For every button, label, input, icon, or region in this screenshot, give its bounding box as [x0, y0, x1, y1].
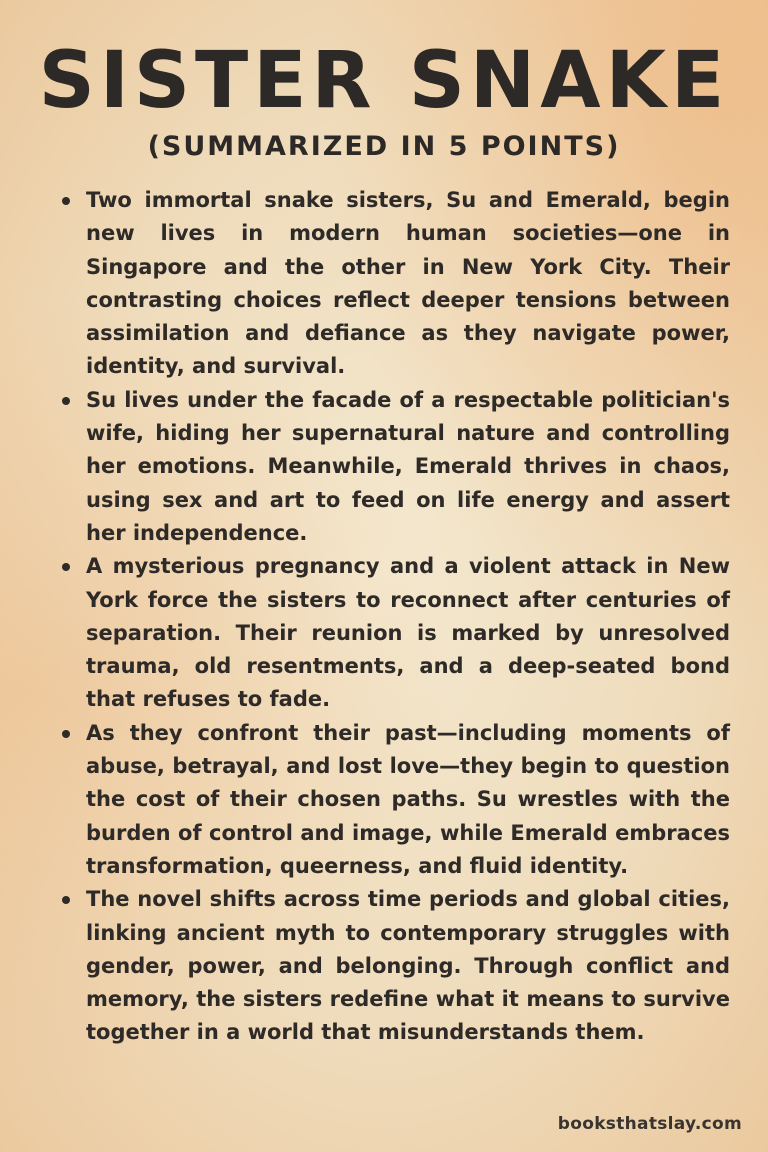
summary-point-5	[56, 883, 730, 1049]
summary-point-text: Su lives under the facade of a respectable politician's wife, hiding her supernatural nature and controlling her emotions. Meanwhile, Emerald thrives in chaos, using sex and art to feed on life energy and assert her independence.	[86, 387, 730, 545]
summary-point-text: As they confront their past—including moments of abuse, betrayal, and lost love—they begin to question the cost of their chosen paths. Su wrestles with the burden of control and image, while Emerald embraces transformation, queerness, and fluid identity.	[86, 720, 730, 878]
bullet-icon	[62, 197, 70, 205]
summary-point-text: A mysterious pregnancy and a violent attack in New York force the sisters to reconnect after centuries of separation. Their reunion is marked by unresolved trauma, old resentments, and a deep-seated bond that refuses to fade.	[86, 554, 730, 712]
bullet-icon	[62, 397, 70, 405]
bullet-icon	[62, 896, 70, 904]
summary-points-list	[56, 184, 730, 1050]
summary-point-1	[56, 184, 730, 384]
summary-point-text: The novel shifts across time periods and global cities, linking ancient myth to contemporary struggles with gender, power, and belonging. Through conflict and memory, the sisters redefine what it means to survive together in a world that misunderstands them.	[86, 887, 730, 1045]
summary-point-2	[56, 384, 730, 550]
summary-point-4	[56, 717, 730, 883]
summary-point-3	[56, 550, 730, 716]
page-subtitle: (SUMMARIZED IN 5 POINTS)	[147, 131, 621, 162]
bullet-icon	[62, 730, 70, 738]
bullet-icon	[62, 563, 70, 571]
summary-point-text: Two immortal snake sisters, Su and Emerald, begin new lives in modern human societies—one in Singapore and the other in New York City. Their contrasting choices reflect deeper tensions between assimilation and defiance as they navigate power, identity, and survival.	[86, 188, 730, 379]
page-title: SISTER SNAKE	[38, 36, 730, 126]
site-credit: booksthatslay.com	[557, 1114, 742, 1134]
